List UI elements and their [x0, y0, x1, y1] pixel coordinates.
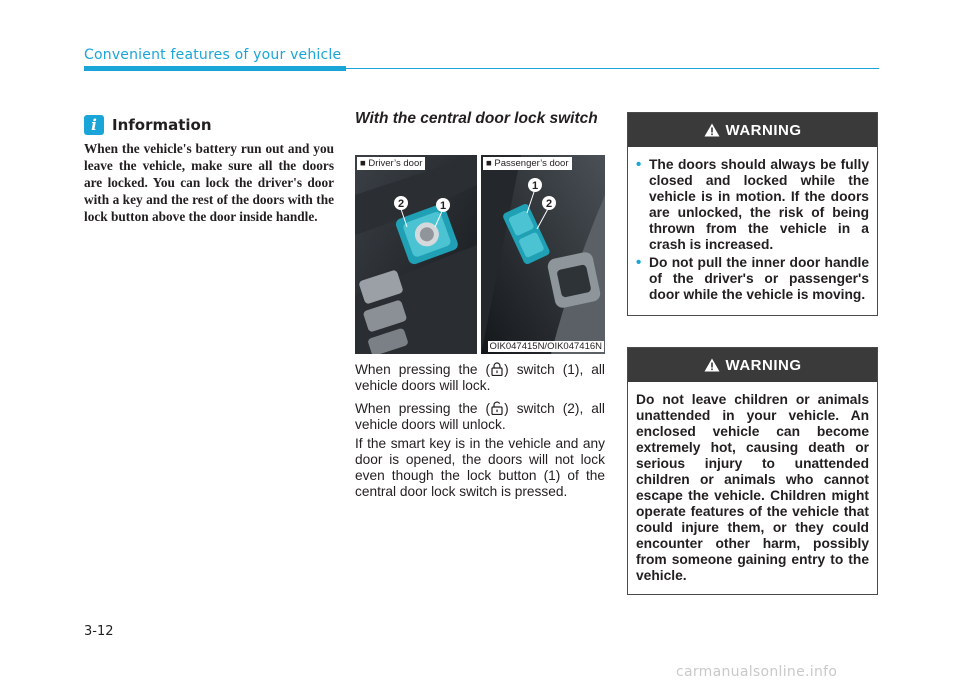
information-body: When the vehicle's battery run out and you leave the vehicle, make sure all the doors are locked. You can lock the driver's door with a key and the rest of the doors with the lock button above the door inside handle.	[84, 141, 334, 224]
callout-1-left: 1	[439, 200, 447, 212]
page-number: 3-12	[84, 624, 114, 639]
unlock-icon	[491, 401, 503, 415]
callout-2-left: 2	[397, 198, 405, 210]
warning-header	[628, 113, 877, 147]
warning-header	[628, 348, 877, 382]
section-header-title: Convenient features of your vehicle	[84, 47, 342, 63]
drivers-door-switch-image	[355, 155, 477, 354]
information-title: Information	[112, 116, 212, 134]
lock-icon	[491, 362, 503, 376]
smart-key-paragraph: If the smart key is in the vehicle and any door is opened, the doors will not lock even though the lock button (1) of the central door lock switch is pressed.	[355, 436, 605, 499]
warning-title: WARNING	[725, 356, 802, 374]
warning-list	[628, 147, 877, 315]
warning-title: WARNING	[725, 121, 802, 139]
watermark: carmanualsonline.info	[676, 664, 838, 680]
passengers-door-label: ■ Passenger’s door	[483, 157, 572, 170]
drivers-door-label: ■ Driver’s door	[357, 157, 425, 170]
unlock-switch-paragraph: When pressing the ( ) switch (2), all vehicle doors will unlock.	[355, 401, 605, 432]
image-code: OIK047415N/OIK047416N	[489, 341, 602, 352]
information-heading	[84, 115, 212, 135]
warning-box-children	[627, 347, 878, 595]
central-lock-heading: With the central door lock switch	[355, 110, 598, 127]
header-accent-bar	[84, 66, 346, 71]
warning-body: Do not leave children or animals unattended in your vehicle. An enclosed vehicle can become extremely hot, causing death or serious injury to unattended children or animals who cannot escape the vehicle. Children might operate features of the vehicle that could injure them, or they could encounter other harm, possibly from someone gaining entry to the vehicle.	[636, 392, 869, 583]
lock-switch-paragraph: When pressing the ( ) switch (1), all vehicle doors will lock.	[355, 362, 605, 393]
warning-box-doors	[627, 112, 878, 316]
warning-triangle-icon	[704, 123, 720, 137]
warning-item: • Do not pull the inner door handle of the driver's or passenger's door while the vehicle is moving.	[636, 255, 869, 303]
callout-2-right: 2	[545, 198, 553, 210]
callout-1-right: 1	[531, 180, 539, 192]
info-icon: i	[84, 115, 104, 135]
passengers-door-switch-image	[481, 155, 605, 354]
header-rule	[346, 68, 879, 69]
warning-item: • The doors should always be fully closed and locked while the vehicle is in motion. If the doors are unlocked, the risk of being thrown from the vehicle in a crash is increased.	[636, 157, 869, 253]
warning-triangle-icon	[704, 358, 720, 372]
drivers-door-photo	[355, 155, 477, 354]
passengers-door-photo	[481, 155, 605, 354]
